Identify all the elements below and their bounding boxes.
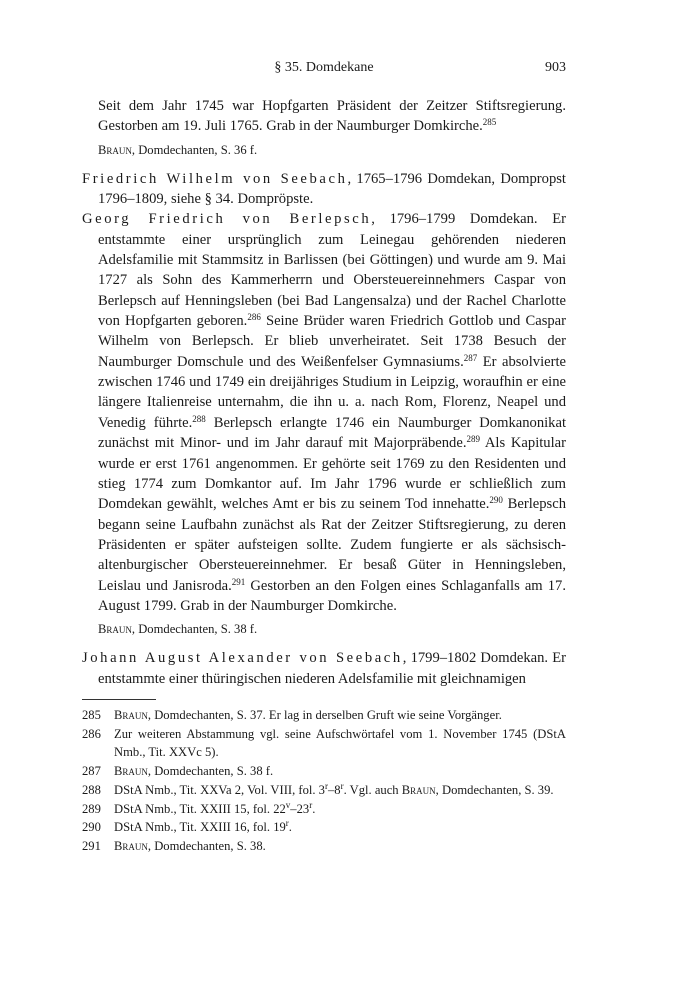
paragraph-text: Gestorben an den Folgen eines Schlaganfalls am 17. August 1799. Grab in der Naumburger Domkirche. bbox=[98, 577, 566, 614]
entry-name: Johann August Alexander von Seebach bbox=[82, 650, 403, 667]
paragraph-text: Er absolvierte zwischen 1746 und 1749 ein dreijähriges Studium in Leipzig, woraufhin er eine längere Italienreise unternahm, die ihn u. a. nach Rom, Florenz, Neapel und Venedig führte. bbox=[98, 353, 566, 431]
footnote-text: , Domdechanten, S. 37. Er lag in derselben Gruft wie seine Vorgänger. bbox=[147, 708, 502, 722]
footnote-number: 286 bbox=[82, 726, 101, 741]
paragraph-text: Berlepsch begann seine Laufbahn zunächst als Rat der Zeitzer Stiftsregierung, zu deren Präsidenten er später aufsteigen sollte. Zudem fungierte er als sächsisch-altenburgischer Obersteuereinnehmer. Er besaß Güter in Henningsleben, Leislau und Janisroda. bbox=[98, 496, 566, 594]
footnote-ref: 289 bbox=[466, 434, 480, 445]
running-title: § 35. Domdekane bbox=[274, 60, 374, 75]
footnote-text: , Domdechanten, S. 39. bbox=[435, 782, 554, 797]
footnote-number: 289 bbox=[82, 801, 101, 816]
folio-side: r bbox=[285, 818, 289, 829]
folio-side: r bbox=[340, 780, 344, 791]
footnotes bbox=[82, 706, 566, 856]
footnote-author: Braun bbox=[114, 764, 148, 779]
paragraph-text: , 1765–1796 Domdekan, Dompropst 1796–1809, siehe § 34. Dompröpste. bbox=[98, 170, 566, 208]
entry-name: Georg Friedrich von Berlepsch bbox=[82, 211, 372, 228]
footnote-separator bbox=[82, 699, 156, 700]
source-reference bbox=[82, 620, 566, 638]
folio-side: r bbox=[324, 780, 328, 791]
entry-hopfgarten-continuation bbox=[82, 96, 566, 159]
ref-rest: , Domdechanten, S. 36 f. bbox=[131, 142, 258, 157]
entry-johann-august-alexander-von-seebach bbox=[82, 648, 566, 689]
book-page bbox=[82, 0, 566, 988]
footnote bbox=[82, 725, 566, 762]
paragraph-text: Seine Brüder waren Friedrich Gottlob und Caspar Wilhelm von Berlepsch. Er blieb unverheiratet. Seit 1738 Besuch der Naumburger Domschule und des Weißenfelser Gymnasiums. bbox=[98, 313, 567, 370]
folio-side: v bbox=[285, 799, 291, 810]
footnote-text: . bbox=[312, 801, 316, 816]
footnote-ref: 285 bbox=[482, 117, 497, 128]
source-reference bbox=[82, 141, 566, 159]
entry-friedrich-wilhelm-von-seebach bbox=[82, 169, 566, 210]
footnote-text: DStA Nmb., Tit. XXVa 2, Vol. VIII, fol. 3 bbox=[114, 782, 325, 797]
paragraph bbox=[82, 648, 566, 689]
footnote-author: Braun bbox=[401, 782, 436, 797]
footnote bbox=[82, 818, 566, 837]
footnote bbox=[82, 762, 566, 781]
footnote-author: Braun bbox=[114, 708, 148, 722]
ref-author: Braun bbox=[98, 622, 132, 637]
footnote-ref: 286 bbox=[247, 312, 261, 323]
ref-rest: , Domdechanten, S. 38 f. bbox=[131, 622, 258, 637]
footnote-text: –23 bbox=[290, 801, 310, 816]
footnote-ref: 288 bbox=[192, 413, 206, 424]
footnote-number: 287 bbox=[82, 764, 101, 779]
footnote-text: –8 bbox=[327, 782, 341, 797]
footnote-author: Braun bbox=[114, 838, 148, 853]
footnote-number: 285 bbox=[82, 708, 101, 722]
footnote-ref: 291 bbox=[231, 576, 246, 587]
paragraph-text: Seit dem Jahr 1745 war Hopfgarten Präsident der Zeitzer Stiftsregierung. Gestorben am 19. Juli 1765. Grab in der Naumburger Domkirche. bbox=[98, 98, 566, 135]
footnote-text: Zur weiteren Abstammung vgl. seine Aufschwörtafel vom 1. November 1745 (DStA Nmb., Tit. XXVc 5). bbox=[114, 726, 566, 760]
footnote bbox=[82, 837, 566, 856]
footnote bbox=[82, 706, 566, 725]
ref-author: Braun bbox=[98, 142, 132, 157]
footnote-text: . bbox=[288, 820, 292, 835]
footnote-text: DStA Nmb., Tit. XXIII 15, fol. 22 bbox=[114, 801, 286, 816]
footnote-ref: 290 bbox=[489, 495, 503, 506]
entry-georg-friedrich-von-berlepsch bbox=[82, 209, 566, 638]
footnote-text: , Domdechanten, S. 38 f. bbox=[147, 764, 274, 779]
page-number: 903 bbox=[545, 60, 566, 75]
paragraph-text: , 1799–1802 Domdekan. Er entstammte einer thüringischen niederen Adelsfamilie mit gleichnamigen bbox=[98, 650, 566, 687]
footnote bbox=[82, 800, 566, 819]
footnote-number: 291 bbox=[82, 838, 101, 853]
paragraph bbox=[82, 169, 566, 210]
footnote-text: , Domdechanten, S. 38. bbox=[147, 838, 266, 853]
footnote-text: DStA Nmb., Tit. XXIII 16, fol. 19 bbox=[114, 820, 286, 835]
paragraph-text: , 1796–1799 Domdekan. Er entstammte einer ursprünglich zum Leinegau gehörenden niederen Adelsfamilie mit Stammsitz in Barlissen (bei Göttingen) und wurde am 9. Mai 1727 als Sohn des Kammerherrn und Obersteuereinnehmers Caspar von Berlepsch auf Henningsleben (bei Bad Langensalza) und der Rachel Charlotte von Hopfgarten geboren. bbox=[98, 211, 566, 330]
footnote-ref: 287 bbox=[463, 352, 478, 363]
paragraph bbox=[82, 209, 566, 616]
paragraph-text: Berlepsch erlangte 1746 ein Naumburger Domkanonikat zunächst mit Minor- und im Jahr darauf mit Majorpräbende. bbox=[98, 414, 567, 452]
paragraph-text: Als Kapitular wurde er erst 1761 angenommen. Er gehörte seit 1769 zu den Residenten und stieg 1774 zum Domkantor auf. Im Jahr 1796 wurde er schließlich zum Domdekan gewählt, welches Amt er bis zu seinem Tod innehatte. bbox=[98, 435, 566, 513]
paragraph bbox=[82, 96, 566, 137]
entry-name: Friedrich Wilhelm von Seebach bbox=[82, 170, 348, 187]
page-header bbox=[82, 60, 566, 80]
footnote-number: 288 bbox=[82, 782, 101, 797]
footnote bbox=[82, 781, 566, 800]
footnote-text: . Vgl. auch bbox=[343, 782, 402, 797]
main-text bbox=[82, 96, 566, 689]
footnote-number: 290 bbox=[82, 820, 101, 835]
folio-side: r bbox=[309, 799, 313, 810]
